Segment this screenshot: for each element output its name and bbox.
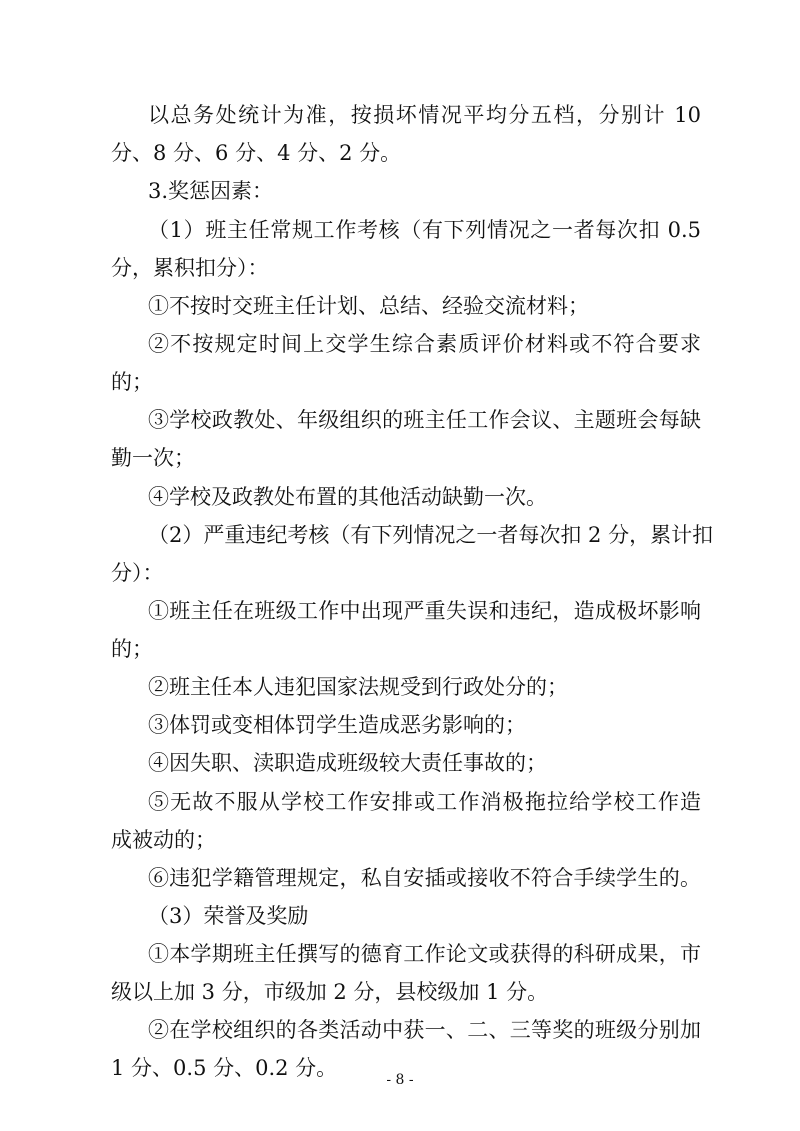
text-line: ①班主任在班级工作中出现严重失误和违纪，造成极坏影响 xyxy=(148,599,701,623)
text-line: ②班主任本人违犯国家法规受到行政处分的； xyxy=(148,675,568,699)
text-line: 的； xyxy=(111,637,153,661)
text-line: ③体罚或变相体罚学生造成恶劣影响的； xyxy=(148,713,526,737)
text-line: 的； xyxy=(111,370,153,394)
text-line: ④因失职、渎职造成班级较大责任事故的； xyxy=(148,751,547,775)
text-line: （2）严重违纪考核（有下列情况之一者每次扣 2 分，累计扣 xyxy=(148,523,714,547)
text-line: 分、8 分、6 分、4 分、2 分。 xyxy=(111,141,402,165)
text-line: 分）： xyxy=(111,561,164,585)
text-line: 级以上加 3 分，市级加 2 分，县校级加 1 分。 xyxy=(111,980,549,1004)
text-line: 分，累积扣分）： xyxy=(111,256,269,280)
text-line: 以总务处统计为准，按损坏情况平均分五档，分别计 10 xyxy=(148,103,701,127)
text-line: ②在学校组织的各类活动中获一、二、三等奖的班级分别加 xyxy=(148,1018,701,1042)
text-line: 3.奖惩因素： xyxy=(148,179,274,203)
text-line: ①本学期班主任撰写的德育工作论文或获得的科研成果，市 xyxy=(148,942,701,966)
text-line: 成被动的； xyxy=(111,828,216,852)
page-number: - 8 - xyxy=(386,1072,414,1088)
text-line: ④学校及政教处布置的其他活动缺勤一次。 xyxy=(148,485,547,509)
text-line: ⑥违犯学籍管理规定，私自安插或接收不符合手续学生的。 xyxy=(148,866,701,890)
text-line: ③学校政教处、年级组织的班主任工作会议、主题班会每缺 xyxy=(148,408,701,432)
text-line: （1）班主任常规工作考核（有下列情况之一者每次扣 0.5 xyxy=(148,218,701,242)
text-line: ②不按规定时间上交学生综合素质评价材料或不符合要求 xyxy=(148,332,701,356)
text-line: 勤一次； xyxy=(111,446,195,470)
text-line: （3）荣誉及奖励 xyxy=(148,904,309,928)
text-line: ⑤无故不服从学校工作安排或工作消极拖拉给学校工作造 xyxy=(148,790,701,814)
text-line: 1 分、0.5 分、0.2 分。 xyxy=(111,1056,338,1080)
text-line: ①不按时交班主任计划、总结、经验交流材料； xyxy=(148,294,589,318)
